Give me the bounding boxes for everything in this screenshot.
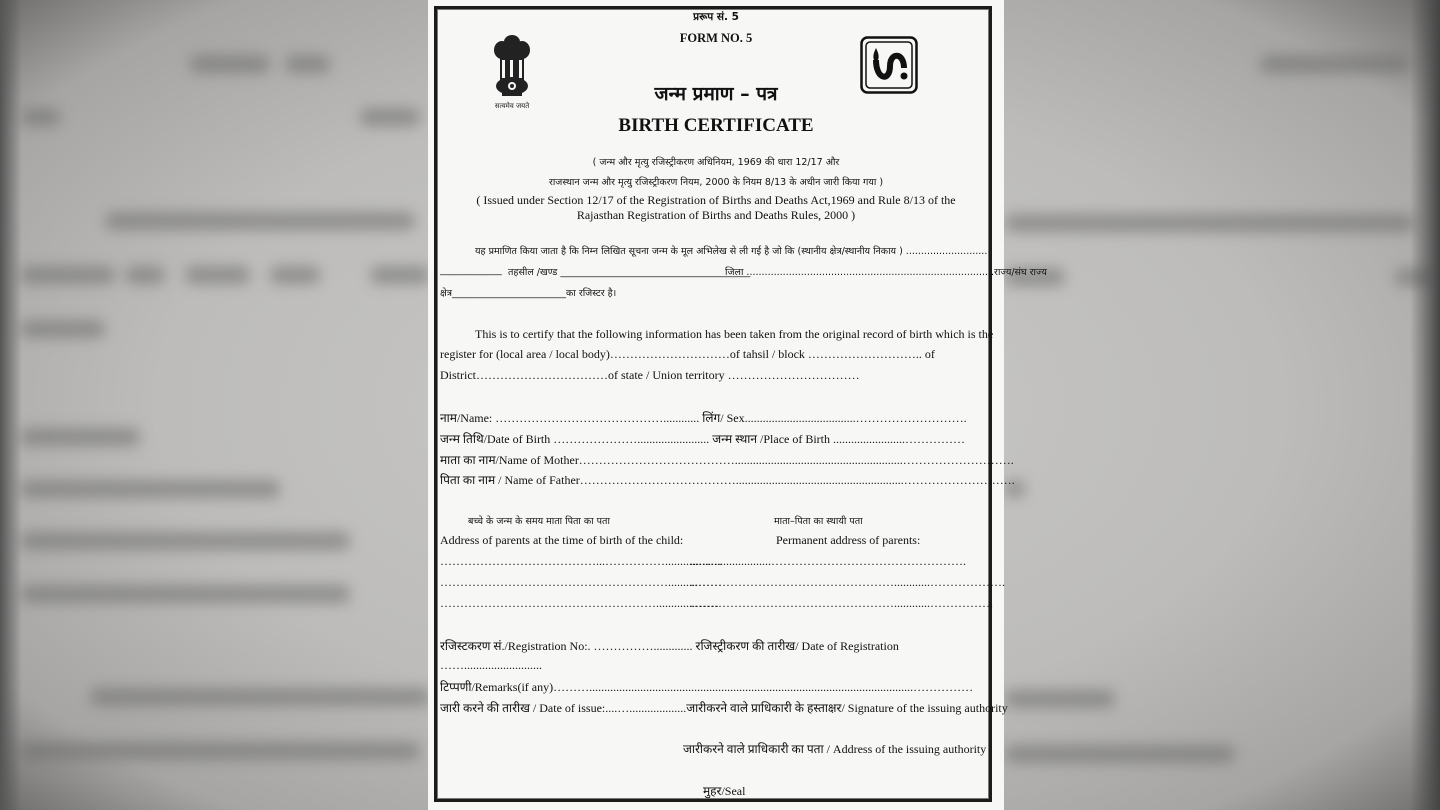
issuance-english-line1: ( Issued under Section 12/17 of the Registration of Births and Deaths Act,1969 and Rule 8/13 of the <box>476 193 956 207</box>
issuance-hindi-line1: ( जन्म और मृत्यु रजिस्ट्रीकरण अधिनियम, 1969 की धारा 12/17 और <box>592 157 840 168</box>
address-birth-line-2: …………………………………………………..........…… <box>440 575 722 589</box>
form-number-hindi: प्ररूप सं. 5 <box>693 11 739 23</box>
certify-hindi-line2c: जिला ..................................................................................राज्य/संघ राज्य <box>725 267 1047 278</box>
address-birth-hindi: बच्चे के जन्म के समय माता पिता का पता <box>468 516 610 527</box>
birth-certificate-document <box>428 0 1047 810</box>
address-birth-line-3: ……………………………………………….............…… <box>440 596 719 610</box>
registration-date-line: …….......................... <box>440 658 542 672</box>
remarks-field: टिप्पणी/Remarks(if any)………............................................................................................................…………… <box>440 680 974 694</box>
field-name-sex: नाम/Name: ……………………………………............ लिंग/ Sex.....................................………………………. <box>440 411 967 425</box>
emblem-motto: सत्यमेव जयते <box>494 102 530 110</box>
address-permanent-line-2: ……………………………………………............………………. <box>690 575 1005 589</box>
field-name-of-mother: माता का नाम/Name of Mother…………………………………........................................................………………………. <box>440 453 1014 467</box>
issuance-english-line2: Rajasthan Registration of Births and Deaths Rules, 2000 ) <box>576 208 856 222</box>
certify-hindi-line2b: तहसील /खण्ड ________________________________________ <box>508 267 751 278</box>
certify-english-line3: District……………………………of state / Union territory …………………………… <box>440 368 860 382</box>
certify-english-line2: register for (local area / local body)…………………………of tahsil / block ……………………….. of <box>440 347 935 361</box>
address-permanent-line-1: ...........................…………………………………………. <box>690 554 966 568</box>
vignette-right <box>1410 0 1440 810</box>
address-permanent-label: Permanent address of parents: <box>776 533 921 547</box>
address-birth-line-1: …………………………………...……………...........…… <box>440 554 722 568</box>
date-of-issue-signature: जारी करने की तारीख / Date of issue:....…...................जारीकरने वाले प्राधिकारी के हस्ताक्षर/ Signature of the issuing authority <box>440 701 1008 715</box>
certify-english-line1: This is to certify that the following information has been taken from the original record of birth which is the <box>475 327 994 341</box>
certify-hindi-line1: यह प्रमाणित किया जाता है कि निम्न लिखित सूचना जन्म के मूल अभिलेख से ली गई है जो कि (स्थानीय क्षेत्र/स्थानीय निकाय ) ........................... <box>475 246 988 257</box>
form-number: FORM NO. 5 <box>679 31 753 45</box>
address-permanent-line-3: ……………………………………………............……………. <box>690 596 993 610</box>
address-permanent-hindi: माता–पिता का स्थायी पता <box>774 516 863 527</box>
issuance-hindi-line2: राजस्थान जन्म और मृत्यु रजिस्ट्रीकरण नियम, 2000 के नियम 8/13 के अधीन जारी किया गया ) <box>548 177 884 188</box>
field-date-place-of-birth: जन्म तिथि/Date of Birth …………………........................ जन्म स्थान /Place of Birth ........................…………… <box>440 432 966 446</box>
field-name-of-father: पिता का नाम / Name of Father…………………………………........................................................………………………. <box>440 473 1015 487</box>
address-issuing-authority: जारीकरने वाले प्राधिकारी का पता / Address of the issuing authority <box>683 742 987 756</box>
certify-hindi-line3: क्षेत्र________________________का रजिस्टर है। <box>440 288 617 299</box>
certify-hindi-line2a: _____________ <box>440 265 502 276</box>
vignette-left <box>0 0 22 810</box>
seal-label: मुहर/Seal <box>703 784 746 798</box>
address-birth-label: Address of parents at the time of birth of the child: <box>440 533 684 547</box>
certificate-title: BIRTH CERTIFICATE <box>618 115 814 136</box>
registration-number-date: रजिस्टकरण सं./Registration No:. ……………............. रजिस्ट्रीकरण की तारीख/ Date of Registration <box>440 639 899 653</box>
title-hindi: जन्म प्रमाण – पत्र <box>654 83 778 105</box>
